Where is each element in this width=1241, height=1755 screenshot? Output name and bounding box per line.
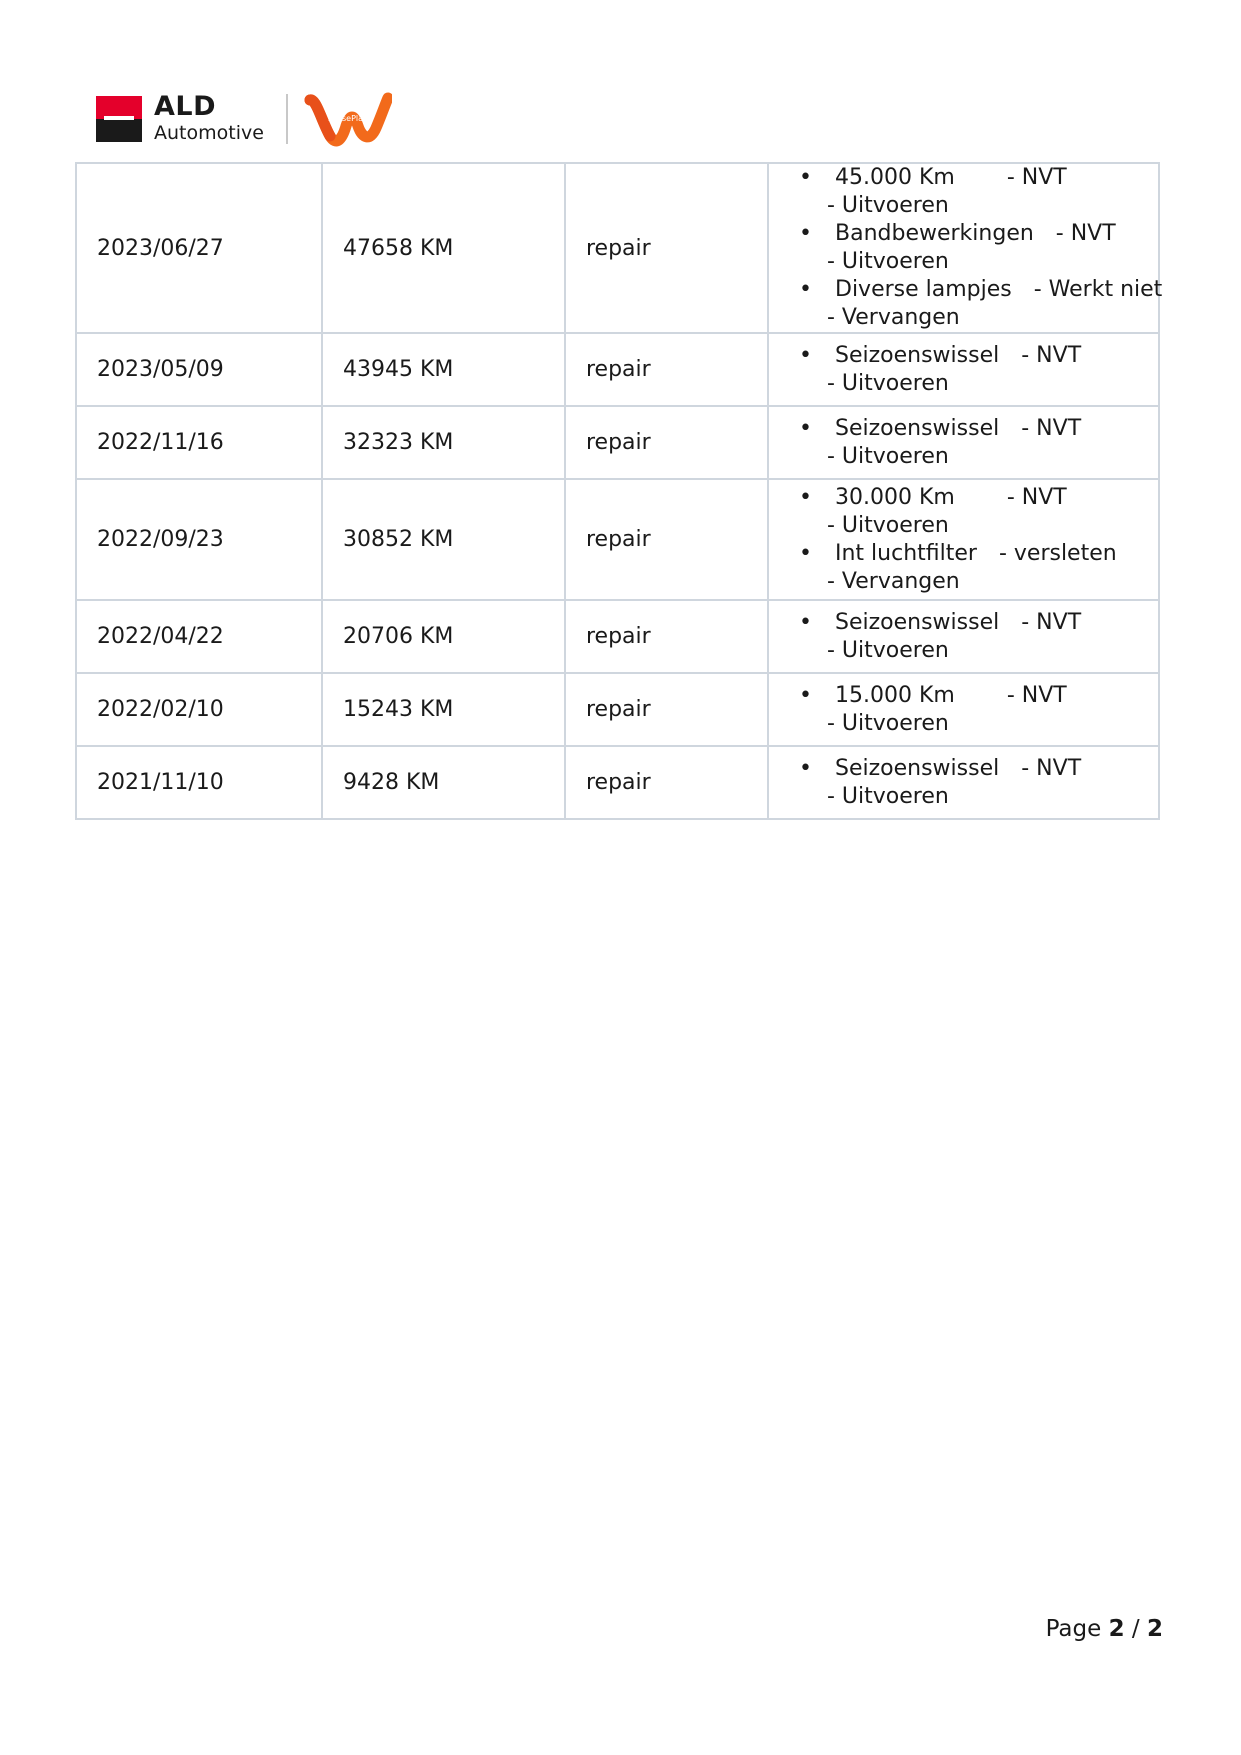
table-row	[76, 333, 1159, 406]
table-row	[76, 163, 1159, 333]
task-name: Seizoenswissel	[835, 342, 1000, 368]
task-status: - NVT	[1021, 415, 1082, 441]
mileage: 9428 KM	[322, 746, 565, 819]
task-status: - NVT	[1021, 609, 1082, 635]
service-date: 2022/02/10	[76, 673, 322, 746]
table-row	[76, 746, 1159, 819]
task-name: Seizoenswissel	[835, 609, 1000, 635]
task-list	[789, 682, 1158, 738]
service-type: repair	[565, 333, 768, 406]
total-pages: 2	[1146, 1616, 1163, 1642]
current-page: 2	[1108, 1616, 1125, 1642]
task-status: - NVT	[1021, 342, 1082, 368]
service-date: 2022/11/16	[76, 406, 322, 479]
list-item	[789, 540, 1158, 596]
bullet-icon: •	[799, 755, 812, 781]
mileage: 43945 KM	[322, 333, 565, 406]
page-separator: /	[1131, 1616, 1140, 1642]
task-list-cell	[768, 479, 1159, 600]
table-row	[76, 600, 1159, 673]
list-item	[789, 276, 1163, 332]
task-action: - Vervangen	[827, 305, 960, 330]
task-name: Bandbewerkingen	[835, 221, 1034, 246]
task-list	[789, 164, 1163, 332]
mileage: 30852 KM	[322, 479, 565, 600]
list-item	[789, 415, 1158, 471]
task-list-cell	[768, 746, 1159, 819]
task-status: - Werkt niet	[1033, 277, 1163, 302]
service-date: 2023/05/09	[76, 333, 322, 406]
bullet-icon: •	[799, 609, 812, 635]
bullet-icon: •	[799, 484, 812, 510]
task-action: - Uitvoeren	[827, 249, 949, 274]
bullet-icon: •	[799, 342, 812, 368]
list-item	[789, 342, 1158, 398]
task-list	[789, 755, 1158, 811]
task-list	[789, 609, 1158, 665]
task-name: Seizoenswissel	[835, 415, 1000, 441]
list-item	[789, 484, 1158, 540]
bullet-icon: •	[799, 415, 812, 441]
task-action: - Uitvoeren	[827, 370, 949, 396]
ald-brand: ALD	[154, 91, 217, 122]
bullet-icon: •	[799, 277, 812, 302]
list-item	[789, 609, 1158, 665]
page-label: Page	[1045, 1616, 1102, 1642]
task-action: - Vervangen	[827, 568, 960, 594]
task-action: - Uitvoeren	[827, 637, 949, 663]
task-list-cell	[768, 600, 1159, 673]
task-name: Diverse lampjes	[835, 277, 1012, 302]
task-name: 15.000 Km	[835, 682, 955, 708]
task-status: - NVT	[1021, 755, 1082, 781]
task-action: - Uitvoeren	[827, 710, 949, 736]
task-list-cell	[768, 163, 1163, 333]
mileage: 47658 KM	[322, 163, 565, 333]
mileage: 32323 KM	[322, 406, 565, 479]
table-row	[76, 479, 1159, 600]
list-item	[789, 164, 1158, 220]
task-action: - Uitvoeren	[827, 783, 949, 809]
task-name: Seizoenswissel	[835, 755, 1000, 781]
ald-logo-text	[154, 92, 264, 144]
ald-sub: Automotive	[154, 122, 264, 144]
task-action: - Uitvoeren	[827, 512, 949, 538]
bullet-icon: •	[799, 682, 812, 708]
service-type: repair	[565, 163, 768, 333]
list-item	[789, 220, 1158, 276]
task-list-cell	[768, 333, 1159, 406]
task-name: 45.000 Km	[835, 165, 955, 190]
service-date: 2022/09/23	[76, 479, 322, 600]
page-number	[1046, 1616, 1163, 1642]
task-status: - versleten	[998, 540, 1117, 566]
leaseplan-logo	[304, 92, 392, 148]
bullet-icon: •	[799, 540, 812, 566]
table-row	[76, 406, 1159, 479]
svg-text:LeasePlan: LeasePlan	[327, 114, 369, 123]
service-type: repair	[565, 600, 768, 673]
task-name: 30.000 Km	[835, 484, 955, 510]
task-list	[789, 484, 1158, 596]
service-date: 2022/04/22	[76, 600, 322, 673]
task-action: - Uitvoeren	[827, 193, 949, 218]
task-status: - NVT	[1006, 165, 1067, 190]
task-list-cell	[768, 406, 1159, 479]
service-type: repair	[565, 406, 768, 479]
list-item	[789, 755, 1158, 811]
mileage: 15243 KM	[322, 673, 565, 746]
task-status: - NVT	[1006, 484, 1067, 510]
task-action: - Uitvoeren	[827, 443, 949, 469]
service-type: repair	[565, 673, 768, 746]
logo-divider	[286, 94, 288, 144]
ald-logo-mark	[96, 96, 142, 142]
maintenance-history-table	[75, 162, 1163, 820]
bullet-icon: •	[799, 221, 812, 246]
task-status: - NVT	[1055, 221, 1116, 246]
task-list	[789, 342, 1158, 398]
task-name: Int luchtfilter	[835, 540, 977, 566]
service-type: repair	[565, 479, 768, 600]
service-date: 2023/06/27	[76, 163, 322, 333]
mileage: 20706 KM	[322, 600, 565, 673]
list-item	[789, 682, 1158, 738]
task-list-cell	[768, 673, 1159, 746]
bullet-icon: •	[799, 165, 812, 190]
service-date: 2021/11/10	[76, 746, 322, 819]
service-type: repair	[565, 746, 768, 819]
task-list	[789, 415, 1158, 471]
table-row	[76, 673, 1159, 746]
task-status: - NVT	[1006, 682, 1067, 708]
